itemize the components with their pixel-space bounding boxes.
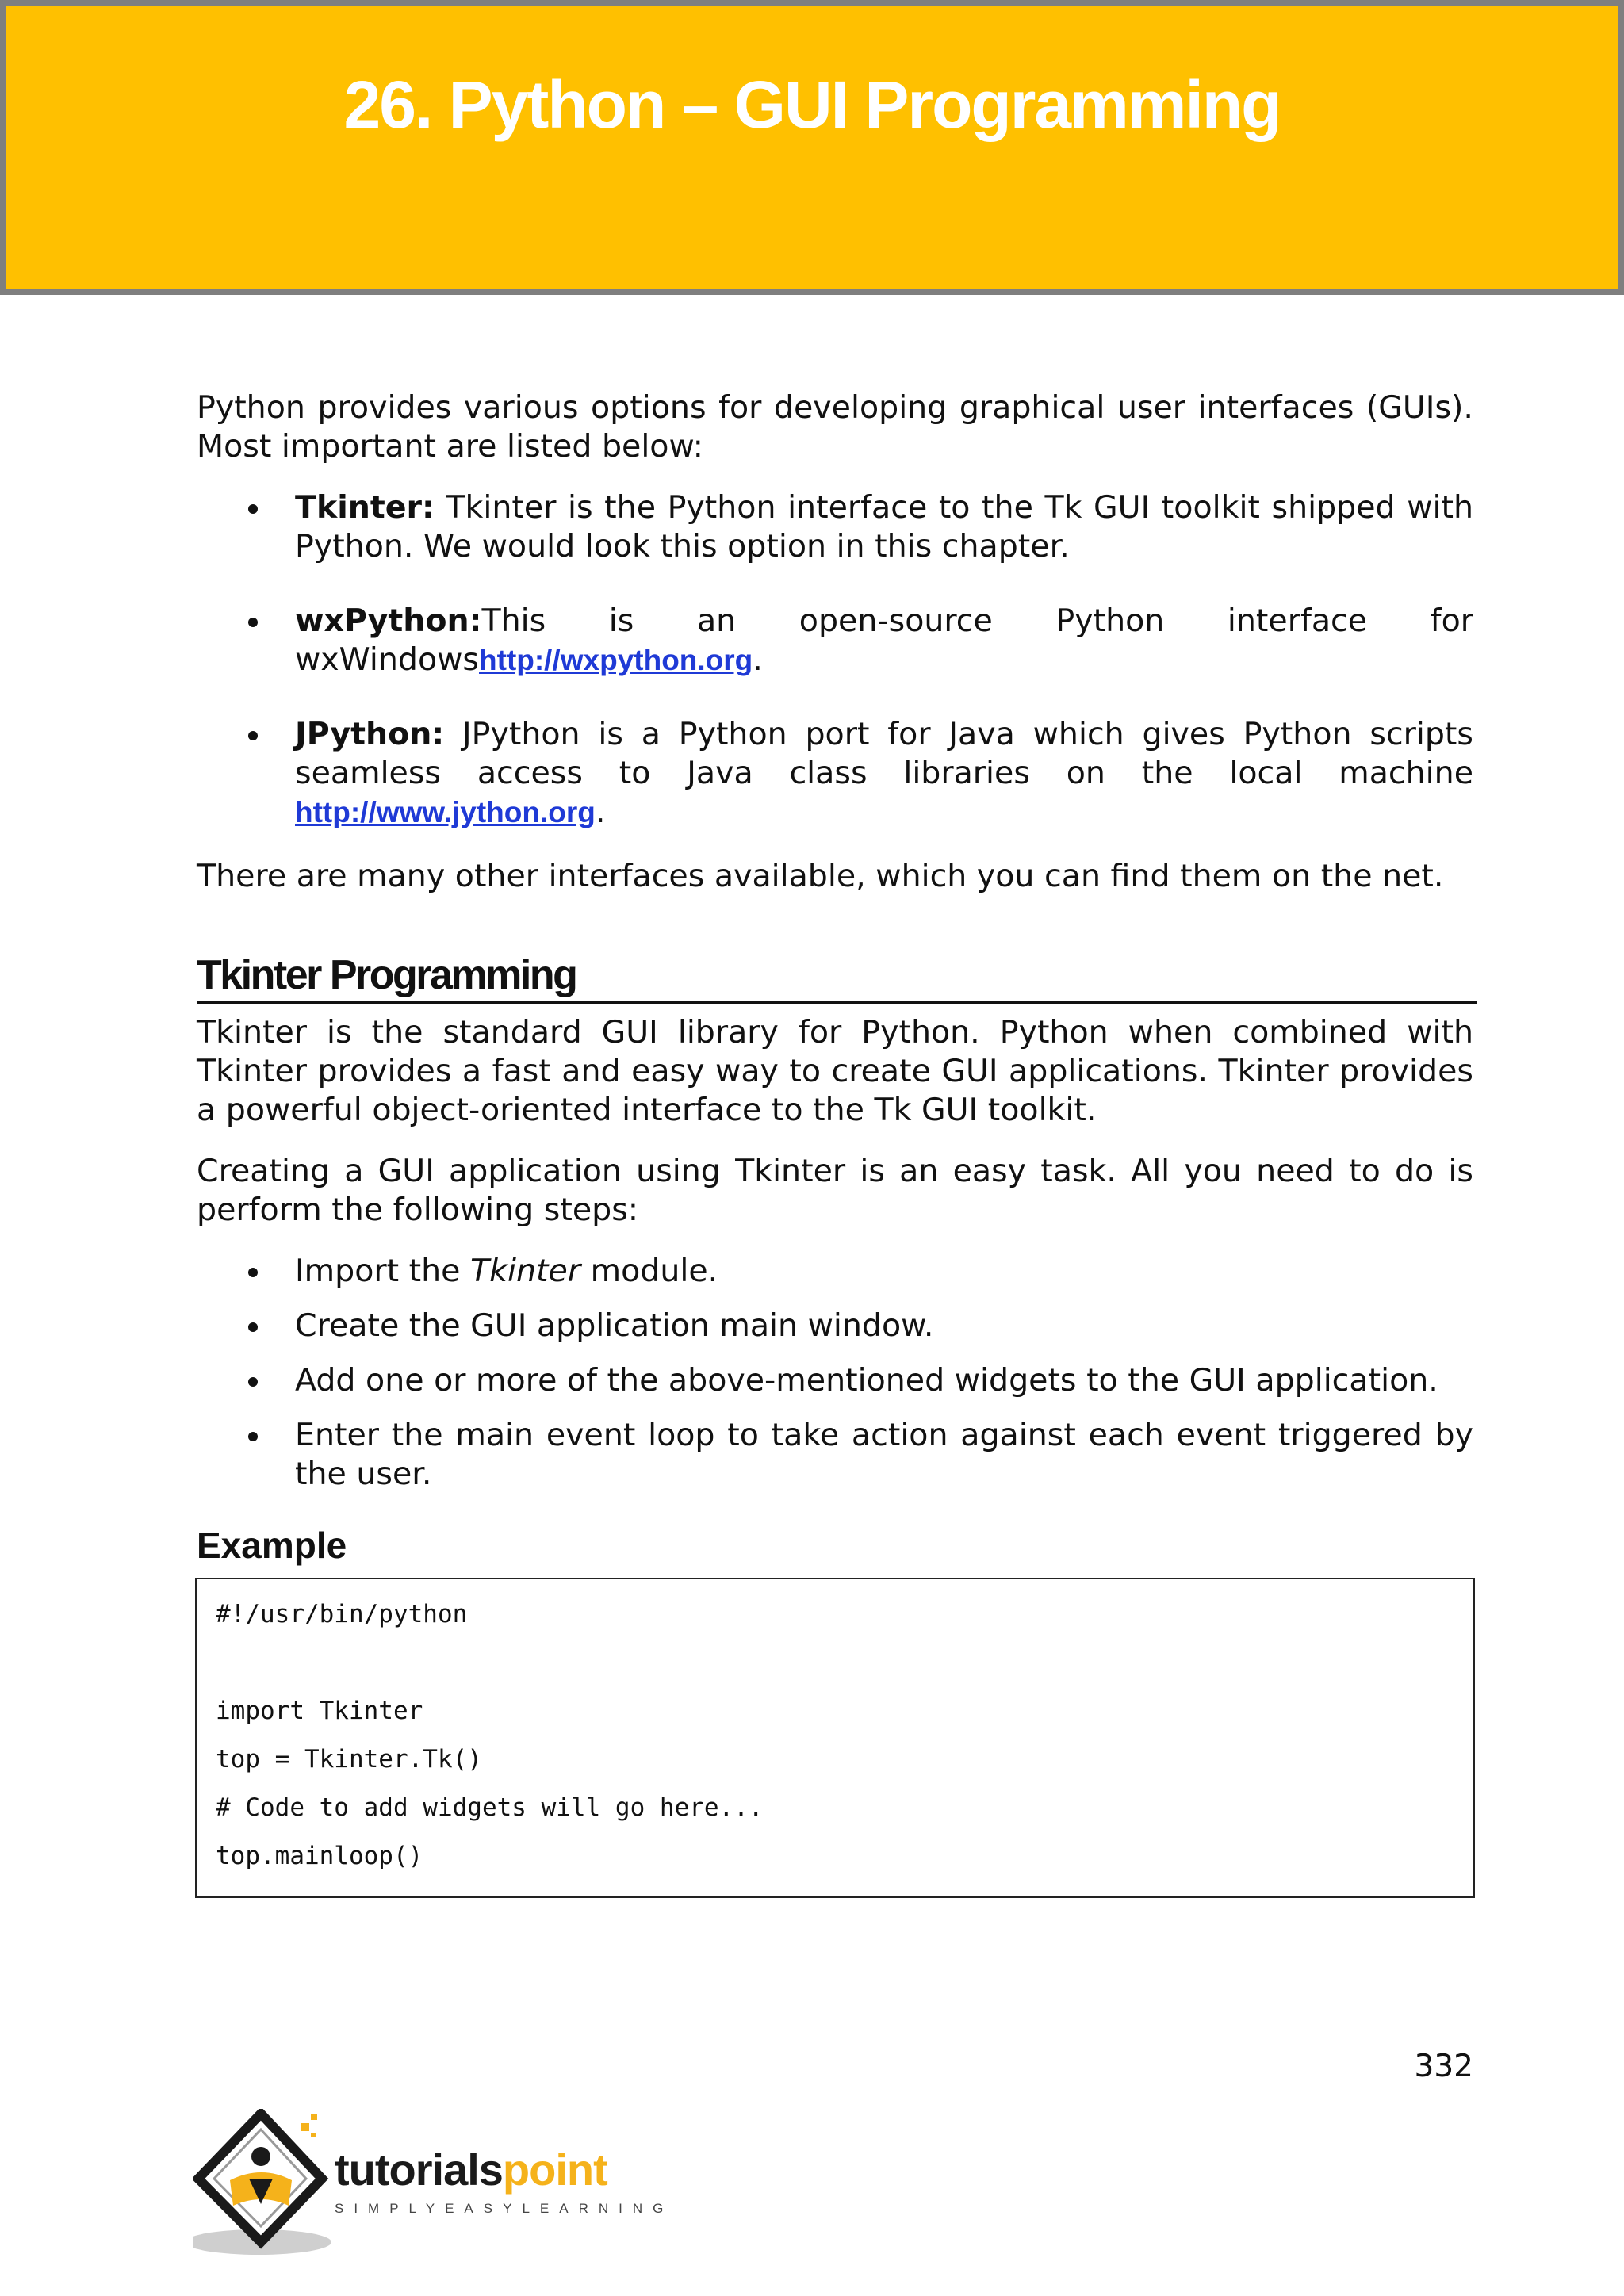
other-interfaces-paragraph: There are many other interfaces available, which you can find them on the net. [197,858,1444,894]
option-term: Tkinter: [295,489,435,526]
step-text: module. [590,1253,718,1289]
option-word: open-source [799,603,993,639]
punctuation: . [595,794,606,830]
code-block [195,1578,1475,1898]
chapter-title: 26. Python – GUI Programming [343,67,1281,142]
list-item: Add one or more of the above-mentioned widgets to the GUI application. [197,1361,1473,1400]
option-word: for [1430,603,1473,639]
list-item [197,488,1473,566]
list-item [197,715,1473,832]
section-heading: Tkinter Programming [197,951,1477,1004]
page-number: 332 [1414,2049,1473,2084]
code-line: # Code to add widgets will go here... [216,1793,764,1822]
code-line [216,1639,1454,1687]
gui-options-list [197,488,1473,832]
list-item [197,602,1473,679]
step-text: Import the [295,1253,461,1289]
intro-paragraph: Python provides various options for developing graphical user interfaces (GUIs). Most important are listed below: [197,389,1473,465]
option-text: wxWindows [295,641,480,678]
wxpython-second-line [295,641,1473,679]
code-line: #!/usr/bin/python [216,1600,468,1628]
option-text: JPython is a Python port for Java which gives Python scripts seamless access to Java class libraries on the local machine [295,716,1473,791]
logo-word-accent: point [502,2145,607,2195]
step-emphasis: Tkinter [470,1253,581,1289]
option-word: interface [1227,603,1368,639]
option-word: This [481,603,546,639]
wxpython-first-line [295,602,1473,641]
option-text: Tkinter is the Python interface to the Tk GUI toolkit shipped with Python. We would look this option in this chapter. [295,489,1473,564]
code-line: import Tkinter [216,1697,423,1725]
list-item: Create the GUI application main window. [197,1307,1473,1345]
punctuation: . [753,641,763,678]
jython-link[interactable]: http://www.jython.org [295,796,596,828]
logo-tagline: SIMPLYEASYLEARNING [335,2201,674,2216]
section-paragraph: Tkinter is the standard GUI library for Python. Python when combined with Tkinter provides a fast and easy way to create GUI applications. Tkinter provides a powerful object-oriented interface to the Tk GUI toolkit. [197,1014,1473,1128]
logo-word: tutorials [335,2145,503,2195]
list-item: Enter the main event loop to take action against each event triggered by the user. [197,1416,1473,1494]
section-paragraph: Creating a GUI application using Tkinter is an easy task. All you need to do is perform the following steps: [197,1153,1473,1228]
list-item [197,1252,1473,1291]
option-word: Python [1055,603,1165,639]
tutorialspoint-logo [193,2109,685,2260]
option-word: an [696,603,737,639]
wxpython-link[interactable]: http://wxpython.org [479,644,753,676]
logo-wordmark [335,2144,607,2195]
option-term: JPython: [295,716,445,752]
option-term: wxPython: [295,603,482,639]
steps-list [197,1252,1473,1494]
code-line: top = Tkinter.Tk() [216,1745,482,1774]
code-line: top.mainloop() [216,1842,423,1870]
option-word: is [608,603,634,639]
logo-diamond-icon [193,2109,336,2260]
page-content [197,388,1473,1898]
example-heading: Example [197,1525,347,1566]
chapter-banner [0,0,1624,295]
